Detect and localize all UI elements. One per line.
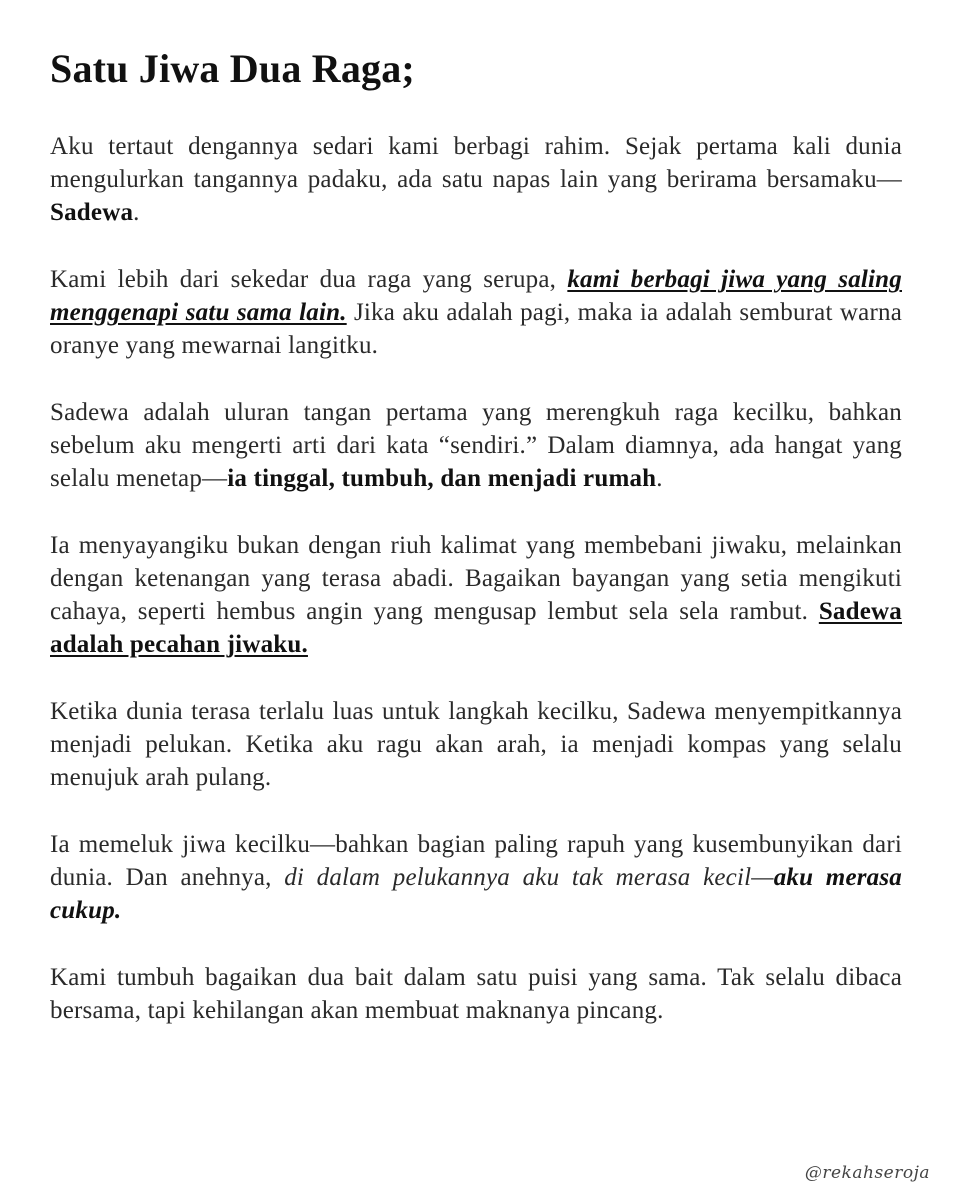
paragraph-1-end: . xyxy=(133,199,140,226)
paragraph-1 xyxy=(50,130,902,229)
paragraph-2-end: Jika aku adalah pagi, maka ia adalah semburat warna oranye yang mewarnai langitku. xyxy=(50,299,902,359)
paragraph-6-italic: di dalam pelukannya aku tak merasa kecil— xyxy=(284,864,774,891)
paragraph-6 xyxy=(50,828,902,927)
paragraph-2-emphasis: kami berbagi jiwa yang saling menggenapi satu sama lain. xyxy=(50,266,902,326)
paragraph-4 xyxy=(50,529,902,661)
paragraph-7-text: Kami tumbuh bagaikan dua bait dalam satu puisi yang sama. Tak selalu dibaca bersama, tapi kehilangan akan membuat maknanya pincang. xyxy=(50,964,902,1024)
paragraph-5-text: Ketika dunia terasa terlalu luas untuk langkah kecilku, Sadewa menyempitkannya menjadi pelukan. Ketika aku ragu akan arah, ia menjadi kompas yang selalu menujuk arah pulang. xyxy=(50,698,902,791)
paragraph-3-bold: ia tinggal, tumbuh, dan menjadi rumah xyxy=(227,465,657,492)
paragraph-3-text: Sadewa adalah uluran tangan pertama yang merengkuh raga kecilku, bahkan sebelum aku mengerti arti dari kata “sendiri.” Dalam diamnya, ada hangat yang selalu menetap— xyxy=(50,399,902,492)
paragraph-4-emphasis: Sadewa adalah pecahan jiwaku. xyxy=(50,598,902,658)
paragraph-4-text: Ia menyayangiku bukan dengan riuh kalimat yang membebani jiwaku, melainkan dengan ketenangan yang terasa abadi. Bagaikan bayangan yang setia mengikuti cahaya, seperti hembus angin yang mengusap lembut sela sela rambut. xyxy=(50,532,902,625)
paragraph-7 xyxy=(50,961,902,1027)
paragraph-1-text: Aku tertaut dengannya sedari kami berbagi rahim. Sejak pertama kali dunia mengulurkan tangannya padaku, ada satu napas lain yang berirama bersamaku— xyxy=(50,133,902,193)
paragraph-2 xyxy=(50,263,902,362)
paragraph-1-bold-name: Sadewa xyxy=(50,199,134,226)
page-title: Satu Jiwa Dua Raga; xyxy=(50,46,415,91)
paragraph-2-text: Kami lebih dari sekedar dua raga yang serupa, xyxy=(50,266,568,293)
paragraph-6-bold-italic: aku merasa cukup. xyxy=(50,864,902,924)
paragraph-6-text: Ia memeluk jiwa kecilku—bahkan bagian paling rapuh yang kusembunyikan dari dunia. Dan anehnya, xyxy=(50,831,902,891)
paragraph-5 xyxy=(50,695,902,794)
paragraph-3-end: . xyxy=(656,465,663,492)
poem-page xyxy=(50,46,902,1061)
author-signature: @rekahseroja xyxy=(804,1163,930,1183)
paragraph-3 xyxy=(50,396,902,495)
